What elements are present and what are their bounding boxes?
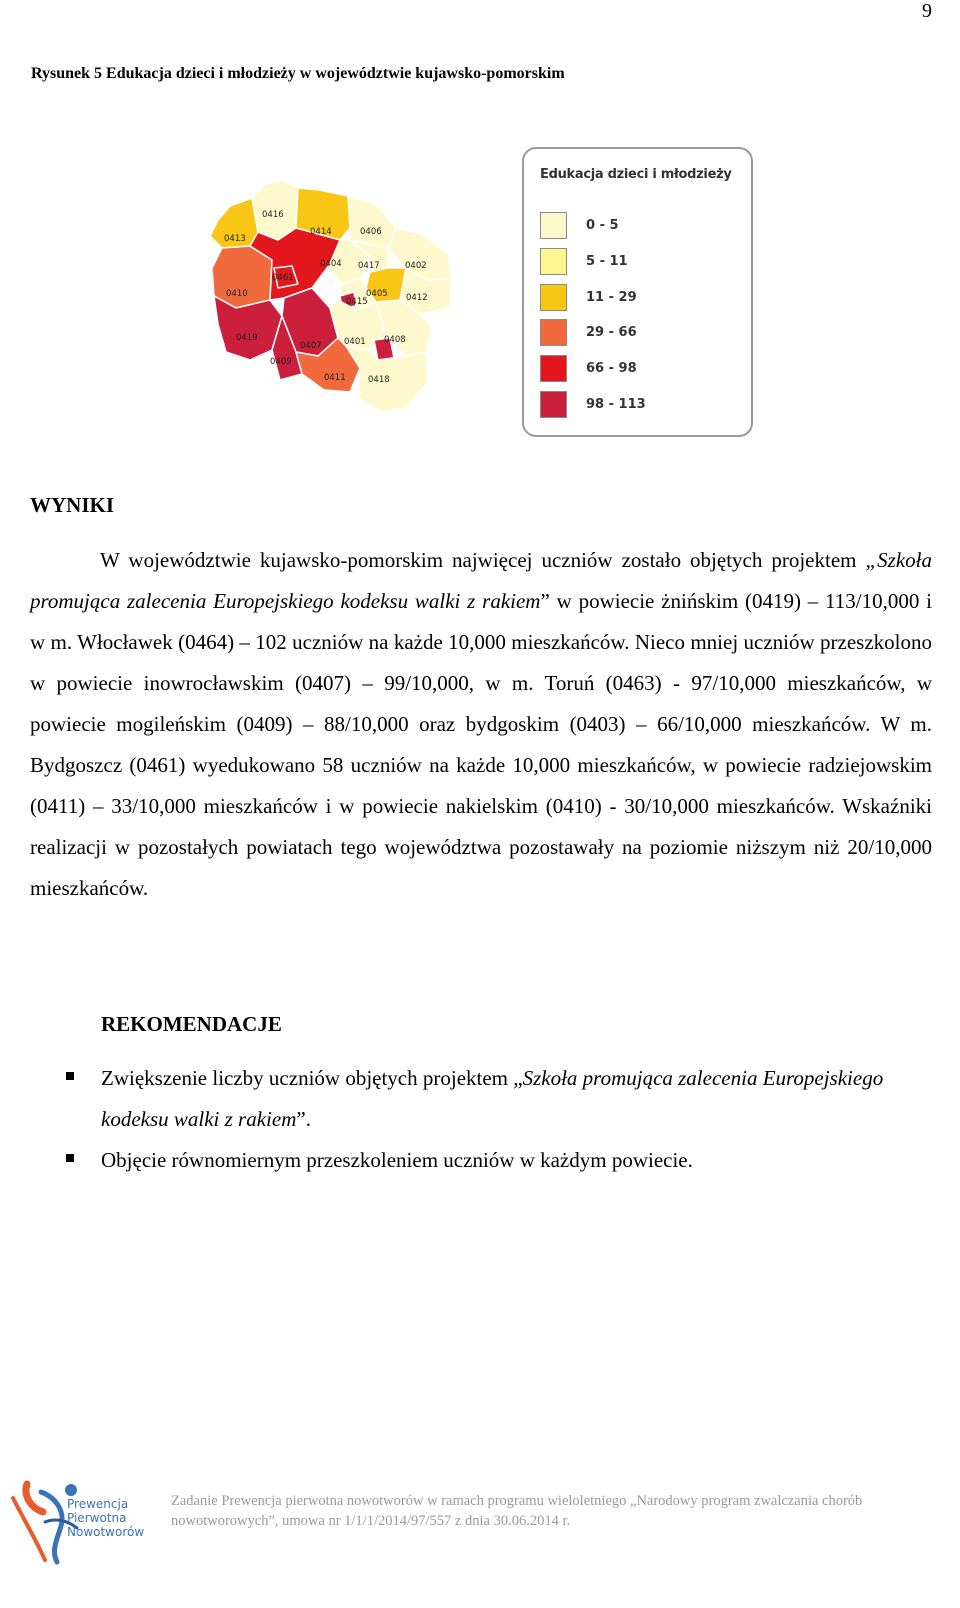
label-0401: 0401 [344, 337, 366, 347]
label-0405: 0405 [366, 289, 388, 299]
legend-swatch [540, 212, 567, 239]
legend-item [540, 354, 637, 382]
label-0417: 0417 [358, 261, 380, 271]
project-name-quoted: „Szkoła promująca zalecenia Europejskiego kodeksu walki z rakiem [30, 548, 932, 613]
legend-item [540, 247, 628, 275]
label-0419: 0419 [236, 333, 258, 343]
label-0413: 0413 [224, 234, 246, 244]
recommendation-item: Objęcie równomiernym przeszkoleniem uczniów w każdym powiecie. [66, 1140, 896, 1181]
label-0418: 0418 [368, 375, 390, 385]
legend-item [540, 390, 646, 418]
recommendations-heading: REKOMENDACJE [101, 1012, 282, 1036]
legend-label: 66 - 98 [586, 360, 637, 376]
logo-text-line2: Pierwotna [67, 1511, 127, 1525]
results-heading: WYNIKI [30, 493, 115, 517]
label-0404: 0404 [320, 259, 342, 269]
legend-swatch [540, 248, 567, 275]
results-paragraph [30, 540, 932, 909]
label-0402: 0402 [405, 261, 427, 271]
footer-line-2: nowotworowych”, umowa nr 1/1/1/2014/97/557 z dnia 30.06.2014 r. [171, 1513, 571, 1529]
figure-caption: Rysunek 5 Edukacja dzieci i młodzieży w województwie kujawsko-pomorskim [31, 65, 565, 82]
results-text-part1: W województwie kujawsko-pomorskim najwięcej uczniów zostało objętych projektem [100, 548, 866, 572]
square-bullet-icon [66, 1154, 74, 1162]
footer-line-1: Zadanie Prewencja pierwotna nowotworów w ramach programu wieloletniego „Narodowy program zwalczania chorób [171, 1493, 863, 1509]
legend-swatch [540, 391, 567, 418]
label-0408: 0408 [384, 335, 406, 345]
prewencja-logo [5, 1478, 155, 1568]
closing-quote: ” [540, 589, 550, 613]
recommendations-list [66, 1058, 896, 1181]
legend-item [540, 283, 637, 311]
label-0410: 0410 [226, 289, 248, 299]
label-0461: 0461 [272, 273, 294, 283]
choropleth-map [200, 168, 460, 418]
map-legend [522, 147, 753, 437]
logo-text-line3: Nowotworów [67, 1525, 145, 1539]
legend-swatch [540, 284, 567, 311]
legend-item [540, 211, 619, 239]
label-0406: 0406 [360, 227, 382, 237]
label-0409: 0409 [270, 357, 292, 367]
district-0406 [348, 196, 396, 248]
legend-label: 11 - 29 [586, 289, 637, 305]
label-0407: 0407 [300, 341, 322, 351]
label-0415: 0415 [346, 297, 368, 307]
recommendation-item: Zwiększenie liczby uczniów objętych projektem „Szkoła promująca zalecenia Europejskiego kodeksu walki z rakiem”. [66, 1058, 896, 1140]
legend-swatch [540, 355, 567, 382]
label-0411: 0411 [324, 373, 346, 383]
square-bullet-icon [66, 1072, 74, 1080]
logo-text-line1: Prewencja [67, 1497, 129, 1511]
legend-label: 0 - 5 [586, 217, 619, 233]
legend-label: 98 - 113 [586, 396, 646, 412]
legend-item [540, 318, 637, 346]
page-number: 9 [922, 0, 932, 22]
legend-title: Edukacja dzieci i młodzieży [540, 167, 732, 182]
footer-text [171, 1491, 941, 1531]
project-name: Szkoła promująca zalecenia Europejskiego kodeksu walki z rakiem [101, 1066, 884, 1131]
legend-label: 5 - 11 [586, 253, 628, 269]
results-text-part2: w powiecie żnińskim (0419) – 113/10,000 i w m. Włocławek (0464) – 102 uczniów na każde 10,000 mieszkańców. Nieco mniej uczniów przeszkolono w powiecie inowrocławskim (0407) – 99/10,000, w m. Toruń (0463) - 97/10,000 mieszkańców, w powiecie mogileńskim (0409) – 88/10,000 oraz bydgoskim (0403) – 66/10,000 mieszkańców. W m. Bydgoszcz (0461) wyedukowano 58 uczniów na każde 10,000 mieszkańców, w powiecie radziejowskim (0411) – 33/10,000 mieszkańców i w powiecie nakielskim (0410) - 30/10,000 mieszkańców. Wskaźniki realizacji w pozostałych powiatach tego województwa pozostawały na poziomie niższym niż 20/10,000 mieszkańców. [30, 589, 932, 900]
label-0414: 0414 [310, 227, 332, 237]
legend-swatch [540, 319, 567, 346]
label-0412: 0412 [406, 293, 428, 303]
label-0416: 0416 [262, 210, 284, 220]
legend-label: 29 - 66 [586, 324, 637, 340]
